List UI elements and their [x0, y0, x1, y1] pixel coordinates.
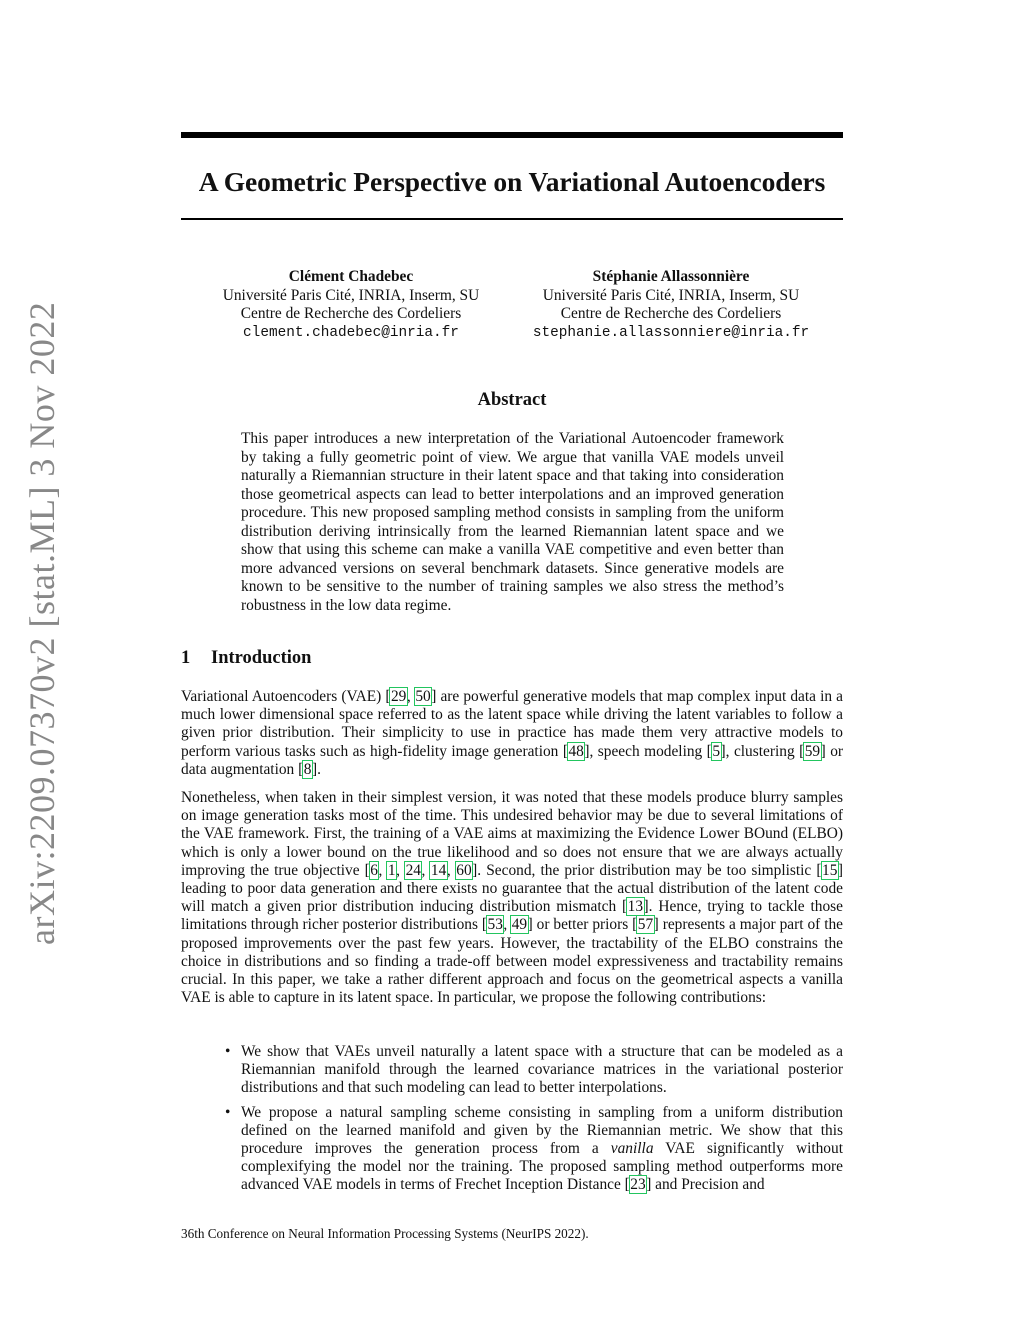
citation-link[interactable]: 50 [415, 688, 431, 705]
contribution-item-2 [221, 1104, 843, 1195]
author-affiliation: Université Paris Cité, INRIA, Inserm, SU [542, 286, 800, 304]
text-run: ] and Precision and [646, 1176, 765, 1194]
citation-link[interactable]: 6 [370, 861, 378, 879]
emphasis-text: vanilla [610, 1140, 654, 1158]
section-number: 1 [181, 648, 191, 668]
citation-link[interactable]: 14 [430, 861, 447, 879]
text-run: , [503, 916, 512, 934]
citation-link[interactable]: 57 [637, 916, 654, 934]
abstract-text: This paper introduces a new interpretation of the Variational Autoencoder framework by taking a fully geometric point of view. We argue that vanilla VAE models unveil naturally a Riemannian structure in their latent space and that taking into consideration those geometrical aspects can lead to better interpolations and an improved generation procedure. This new proposed sampling method consists in sampling from the uniform distribution deriving intrinsically from the learned Riemannian latent space and we show that using this scheme can make a vanilla VAE competitive and even better than more advanced versions on several benchmark datasets. Since generative models are known to be sensitive to the number of training samples we also stress the method’s robustness in the low data regime. [241, 430, 784, 614]
author-email[interactable]: clement.chadebec@inria.fr [243, 324, 459, 341]
author-name: Stéphanie Allassonnière [592, 268, 750, 285]
text-run: , [446, 861, 456, 879]
text-run: We show that VAEs unveil naturally a latent space with a structure that can be modeled as a Riemannian manifold through the learned covariance matrices in the variational posterior distributions and that such modeling can lead to better interpolations. [241, 1043, 843, 1097]
text-run: ] represents a major part of the proposed improvements over the past few years. However, the tractability of the ELBO constrains the choice in distributions and so finding a trade-off between model expressiveness and tractability remains crucial. In this paper, we take a rather different approach and focus on the geometrical aspects a vanilla VAE is able to capture in its latent space. In particular, we propose the following contributions: [181, 916, 843, 1007]
citation-link[interactable]: 29 [390, 688, 407, 705]
citation-link[interactable]: 49 [511, 916, 528, 934]
abstract-heading: Abstract [477, 390, 547, 410]
text-run: , [406, 688, 415, 705]
intro-paragraph-2 [181, 789, 843, 1007]
author-block-1 [196, 268, 506, 342]
author-block-2 [516, 268, 826, 342]
text-run: Variational Autoencoders (VAE) [ [181, 688, 391, 705]
title-bottom-rule [181, 218, 843, 220]
citation-link[interactable]: 24 [405, 861, 421, 879]
author-affiliation: Université Paris Cité, INRIA, Inserm, SU [222, 286, 480, 304]
text-run: ], clustering [ [720, 742, 805, 760]
text-run: ] are powerful generative models that map complex input data in a much lower dimensional space referred to as the latent space while driving the latent variables to follow a given prior distribution. Their simplicity to use in practice has made them very attractive models to perform various tasks such as high-fidelity image generation [ [181, 688, 843, 760]
text-run: ] or data augmentation [ [181, 742, 844, 778]
citation-link[interactable]: 15 [822, 861, 838, 879]
text-run: ], speech modeling [ [584, 742, 712, 760]
citation-link[interactable]: 53 [487, 916, 503, 934]
text-run: ]. Hence, trying to tackle those limitations through richer posterior distributions [ [181, 898, 843, 934]
citation-link[interactable]: 8 [303, 760, 312, 778]
intro-paragraph-1 [181, 688, 843, 779]
bullet-marker: • [225, 1043, 231, 1060]
author-email[interactable]: stephanie.allassonniere@inria.fr [532, 324, 810, 341]
text-run: Nonetheless, when taken in their simplest version, it was noted that these models produce blurry samples on image generation tasks most of the time. This undesired behavior may be due to several limitations of the VAE framework. First, the training of a VAE aims at maximizing the Evidence Lower BOund (ELBO) which is only a lower bound on the true likelihood and so does not ensure that we are always actually improving the true objective [ [181, 789, 843, 879]
citation-link[interactable]: 59 [804, 742, 821, 760]
text-run: , [396, 861, 406, 879]
citation-link[interactable]: 5 [712, 742, 721, 760]
arxiv-identifier-stamp: arXiv:2209.07370v2 [stat.ML] 3 Nov 2022 [22, 301, 62, 945]
text-run: ]. [311, 760, 321, 778]
contributions-list [221, 1043, 843, 1201]
section-title: Introduction [211, 648, 312, 668]
citation-link[interactable]: 1 [387, 861, 396, 879]
conference-footnote: 36th Conference on Neural Information Processing Systems (NeurIPS 2022). [181, 1226, 589, 1241]
text-run: We propose a natural sampling scheme consisting in sampling from a uniform distribution defined on the learned manifold and given by the Riemannian metric. We show that this procedure improves the generation process from a [241, 1103, 843, 1158]
author-department: Centre de Recherche des Cordeliers [560, 305, 782, 322]
text-run: VAE significantly without complexifying the model nor the training. The proposed sampling method outperforms more advanced VAE models in terms of Frechet Inception Distance [ [241, 1140, 843, 1194]
section-heading-introduction [181, 646, 311, 670]
text-run: , [378, 861, 388, 879]
bullet-marker: • [225, 1103, 231, 1121]
citation-link[interactable]: 60 [456, 861, 472, 879]
citation-link[interactable]: 48 [568, 742, 584, 760]
title-top-rule [181, 132, 843, 138]
text-run: ] leading to poor data generation and there exists no guarantee that the actual distribution of the latent code will match a given prior distribution inducing distribution mismatch [ [181, 861, 844, 916]
author-department: Centre de Recherche des Cordeliers [240, 305, 462, 322]
text-run: ] or better priors [ [527, 916, 638, 934]
text-run: ]. Second, the prior distribution may be too simplistic [ [472, 861, 822, 879]
citation-link[interactable]: 23 [630, 1176, 646, 1194]
text-run: , [421, 861, 431, 879]
contribution-item-1 [221, 1043, 843, 1098]
paper-title: A Geometric Perspective on Variational Autoencoders [198, 166, 826, 197]
citation-link[interactable]: 13 [627, 898, 644, 916]
author-name: Clément Chadebec [288, 268, 414, 285]
